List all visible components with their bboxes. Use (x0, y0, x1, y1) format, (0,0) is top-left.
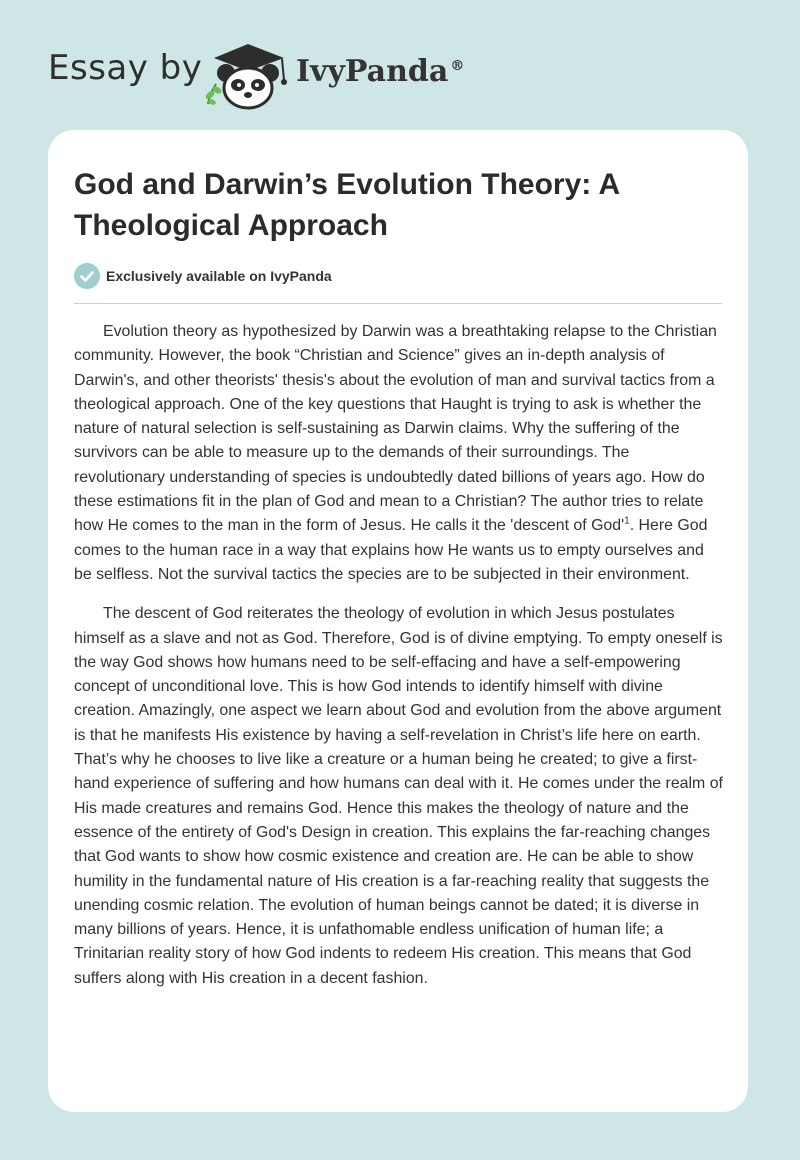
site-header (48, 38, 528, 110)
brand-name: IvyPanda ® (296, 54, 465, 89)
divider (74, 303, 722, 304)
essay-card (48, 130, 748, 1112)
check-circle-icon (74, 263, 100, 289)
panda-graduate-logo-icon (200, 38, 296, 110)
essay-title: God and Darwin’s Evolution Theory: A Theological Approach (74, 168, 620, 242)
essay-body (74, 320, 724, 1006)
essay-by-label: Essay by (48, 48, 203, 88)
footnote-link[interactable]: 1 (624, 516, 630, 528)
exclusive-badge (74, 263, 332, 289)
paragraph: Evolution theory as hypothesized by Darwin was a breathtaking relapse to the Christian community. However, the book “Christian and Science” gives an in-depth analysis of Darwin's, and other theorists' thesis's about the evolution of man and survival tactics from a theological approach. One of the key questions that Haught is trying to ask is whether the nature of natural selection is self-sustaining as Darwin claims. Why the suffering of the survivors can be able to measure up to the demands of their surroundings. The revolutionary understanding of species is undoubtedly dated billions of years ago. How do these estimations fit in the plan of God and mean to a Christian? The author tries to relate how He comes to the man in the form of Jesus. He calls it the 'descent of $God'^1$. Here God comes to the human race in a way that explains how He wants us to empty ourselves and be selfless. Not the survival tactics the species are to be subjected in their environment. (74, 323, 717, 583)
exclusive-label: Exclusively available on IvyPanda (106, 268, 332, 284)
paragraph: The descent of God reiterates the theology of evolution in which Jesus postulates himself as a slave and not as God. Therefore, God is of divine emptying. To empty oneself is the way God shows how humans need to be self-effacing and have a self-empowering concept of unconditional love. This is how God intends to identify himself with divine creation. Amazingly, one aspect we learn about God and evolution from the above argument is that he manifests His existence by having a self-revelation in Christ’s life here on earth. That’s why he chooses to live like a creature or a human being he created; to give a first-hand experience of suffering and how humans can deal with it. He comes under the realm of His made creatures and remains God. Hence this makes the theology of nature and the essence of the entirety of God's Design in creation. This explains the far-reaching changes that God wants to show how cosmic existence and creation are. He can be able to show humility in the fundamental nature of His creation is a far-reaching reality that suggests the unending cosmic relation. The evolution of human beings cannot be dated; it is diverse in many billions of years. Hence, it is unfathomable endless unification of human life; a Trinitarian reality story of how God indents to redeem His creation. This means that God suffers along with His creation in a decent fashion. (74, 605, 723, 987)
